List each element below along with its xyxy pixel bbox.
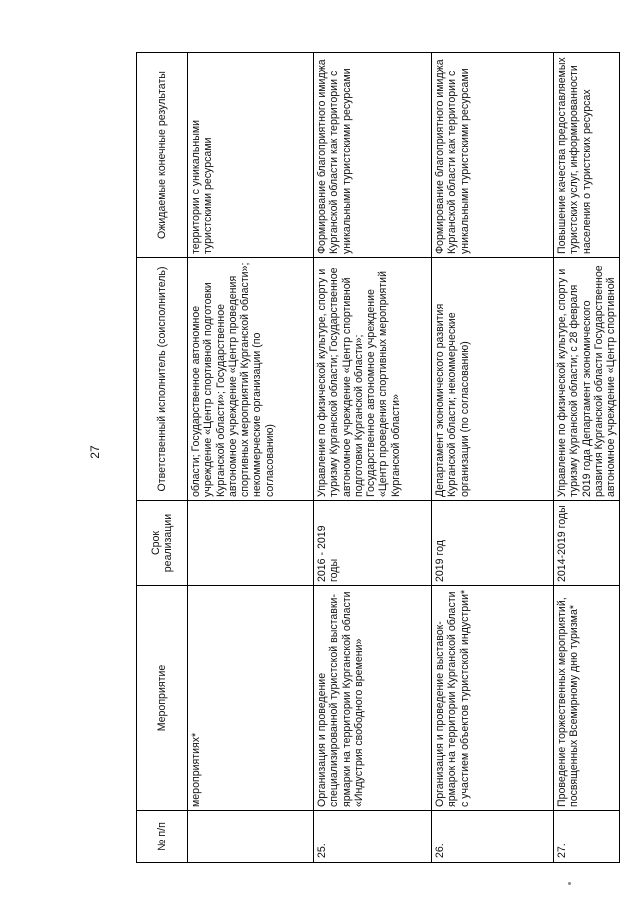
table-row — [554, 53, 620, 863]
table-row — [188, 53, 314, 863]
header-executor: Ответственный исполнитель (соисполнитель) — [137, 258, 188, 501]
row-term: 2014-2019 годы — [554, 501, 620, 586]
row-executor: области; Государственное автономное учреждение «Центр спортивной подготовки Курганской области»; Государственное автономное учреждение «Центр проведения спортивных мероприятий Курганской области»; некоммерческие организации (по согласованию) — [188, 258, 314, 501]
row-event: Проведение торжественных мероприятий, посвященных Всемирному дню туризма* — [554, 586, 620, 811]
header-num: № п/п — [137, 811, 188, 863]
row-result: Формирование благоприятного имиджа Курганской области как территории с уникальными туристскими ресурсами — [314, 53, 432, 258]
row-result: Повышение качества предоставляемых туристских услуг, информированности населения о туристских ресурсах — [554, 53, 620, 258]
rotated-table-container — [136, 53, 618, 863]
row-result: Формирование благоприятного имиджа Курганской области как территории с уникальными туристскими ресурсами — [432, 53, 554, 258]
row-result: территории с уникальными туристскими ресурсами — [188, 53, 314, 258]
header-result: Ожидаемые конечные результаты — [137, 53, 188, 258]
row-event: Организация и проведение специализированной туристской выставки-ярмарки на территории Курганской области «Индустрия свободного времени» — [314, 586, 432, 811]
row-num — [188, 811, 314, 863]
table-header-row — [137, 53, 188, 863]
header-term: Срок реализации — [137, 501, 188, 586]
header-event: Мероприятие — [137, 586, 188, 811]
table-row — [432, 53, 554, 863]
row-num: 27. — [554, 811, 620, 863]
table-row — [314, 53, 432, 863]
row-term: 2019 год — [432, 501, 554, 586]
row-executor: Управление по физической культуре, спорту и туризму Курганской области; Государственное автономное учреждение «Центр спортивной подготовки Курганской области»; Государственное автономное учреждение «Центр проведения спортивных мероприятий Курганской области» — [314, 258, 432, 501]
row-num: 25. — [314, 811, 432, 863]
row-term — [188, 501, 314, 586]
row-executor: Департамент экономического развития Курганской области; некоммерческие организации (по согласованию) — [432, 258, 554, 501]
row-event: мероприятиях* — [188, 586, 314, 811]
scan-speck — [568, 882, 571, 885]
row-executor: Управление по физической культуре, спорту и туризму Курганской области; с 28 февраля 2019 года Департамент экономического развития Курганской области Государственное автономное учреждение «Центр спортивной — [554, 258, 620, 501]
measures-table — [136, 52, 620, 863]
row-term: 2016 - 2019 годы — [314, 501, 432, 586]
row-event: Организация и проведение выставок-ярмарок на территории Курганской области с участием объектов туристской индустрии* — [432, 586, 554, 811]
row-num: 26. — [432, 811, 554, 863]
page-number: 27 — [88, 445, 102, 459]
